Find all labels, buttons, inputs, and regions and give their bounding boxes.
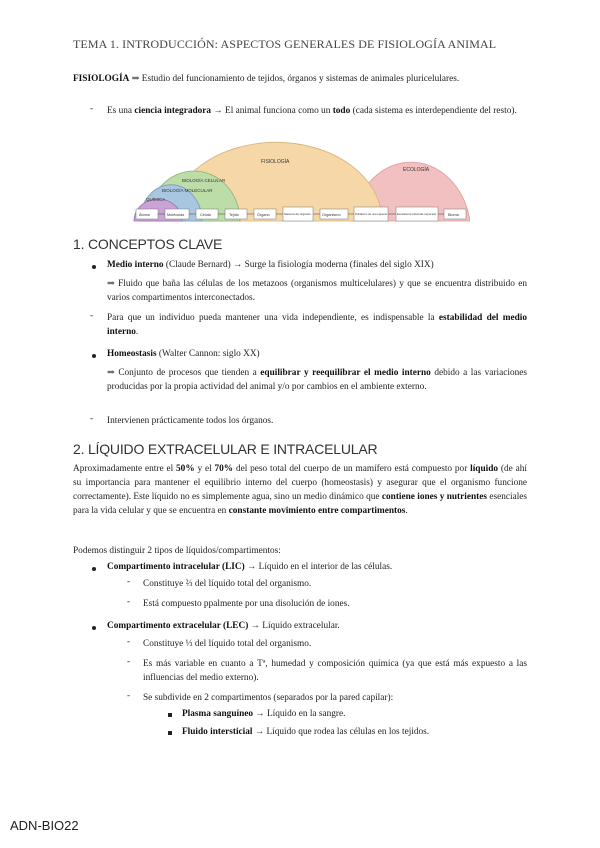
dash: -	[90, 311, 94, 321]
box-label: Órgano	[257, 213, 270, 217]
box-label: Bioma	[448, 213, 459, 217]
estabilidad-line: Para que un individuo pueda mantener una vida independiente, es indispensable la estabilidad del medio interno.	[107, 313, 527, 337]
intro-text: Estudio del funcionamiento de tejidos, órganos y sistemas de animales pluricelulares.	[141, 74, 460, 84]
lec-d2: Es más variable en cuanto a Tª, humedad y composición química (ya que está más expuesto a las influencias del medio externo).	[143, 659, 527, 683]
text: → Líquido extracelular.	[250, 621, 340, 631]
intro-sub	[107, 104, 527, 118]
lic-d2: Está compuesto ppalmente por una disolución de iones.	[143, 599, 350, 609]
bullet	[92, 626, 96, 630]
dash: -	[90, 414, 94, 424]
liquido-paragraph: Aproximadamente entre el 50% y el 70% del peso total del cuerpo de un mamífero está compuesto por líquido (de ahí su importancia para mantener el equilibrio interno del cuerpo (homeostasis) y asegurar que el organismo funcione correctamente). Este líquido no es simplemente agua, sino un medio dinámico que contiene iones y nutrientes esenciales para la vida celular y que se encuentra en constante movimiento entre compartimentos.	[73, 464, 528, 516]
lic-line	[107, 560, 527, 574]
homeostasis-line	[107, 347, 527, 361]
bold-text: Compartimento intracelular (LIC)	[107, 562, 245, 572]
section-heading-1: 1. CONCEPTOS CLAVE	[73, 236, 223, 252]
box-label: Célula	[200, 213, 211, 217]
bullet	[92, 265, 96, 269]
plasma-line	[182, 707, 527, 721]
lec-d3: Se subdivide en 2 compartimentos (separados por la pared capilar):	[143, 693, 394, 703]
box-label: Organismo	[322, 213, 341, 217]
bold-text: todo	[332, 106, 351, 116]
text: → El animal funciona como un	[213, 106, 331, 116]
text: (Walter Cannon: siglo XX)	[158, 349, 260, 359]
arc-label-ecologia: ECOLOGÍA	[403, 167, 430, 173]
box-label: Sistema de órganos	[284, 212, 311, 216]
tipos-intro: Podemos distinguir 2 tipos de líquidos/compartimentos:	[73, 546, 281, 556]
box-label: Ecosistema (diversas especies)	[397, 212, 437, 216]
text: Aproximadamente entre el	[73, 464, 174, 474]
lec-line	[107, 619, 527, 633]
bold-text: líquido	[470, 464, 499, 474]
bold-text: equilibrar y reequilibrar el medio interno	[260, 368, 431, 378]
footer-label: ADN-BIO22	[10, 818, 79, 833]
square-bullet	[168, 731, 172, 735]
text: → Líquido que rodea las células en los tejidos.	[254, 727, 430, 737]
text: debido a las variaciones producidas por la propia actividad del animal y/o por cambios en el ambiente externo.	[107, 368, 527, 392]
box-label: Tejido	[229, 213, 239, 217]
section-heading-2: 2. LÍQUIDO EXTRACELULAR E INTRACELULAR	[73, 441, 378, 457]
dash: -	[127, 597, 131, 607]
medio-interno-sub: ⇒ Fluido que baña las células de los metazoos (organismos multicelulares) y que se encuentra distribuido en varios compartimentos interconectados.	[107, 279, 527, 303]
arc-label-molecular: BIOLOGÍA MOLECULAR	[162, 188, 213, 193]
organos-line: Intervienen prácticamente todos los órganos.	[107, 416, 274, 426]
bold-text: Homeostasis	[107, 349, 157, 359]
bold-text: constante movimiento entre compartimentos	[228, 506, 406, 516]
bold-text: 50%	[176, 464, 195, 474]
text: (cada sistema es interdependiente del resto).	[352, 106, 517, 116]
arrow: ⇒	[131, 74, 140, 84]
text: y el	[197, 464, 212, 474]
text: Es una	[107, 106, 133, 116]
text: → Líquido en el interior de las células.	[247, 562, 393, 572]
bullet	[92, 354, 96, 358]
bold-text: contiene iones y nutrientes	[381, 492, 487, 502]
bold-text: Plasma sanguíneo	[182, 709, 254, 719]
dash: -	[127, 691, 131, 701]
lic-d1: Constituye ⅔ del líquido total del organismo.	[143, 579, 312, 589]
medio-interno-line	[107, 258, 527, 272]
bold-text: Medio interno	[107, 260, 164, 270]
text: ⇒ Conjunto de procesos que tienden a	[107, 368, 257, 378]
text: (de ahí su importancia para mantener el equilibrio interno del cuerpo (homeostasis) y asegurar que el organismo funcione correctamente). Este líquido no es simplemente agua, sino un medio dinámico que	[73, 464, 527, 502]
text: esenciales para la vida celular y que se encuentra en	[73, 492, 528, 516]
dash: -	[127, 657, 131, 667]
arc-label-quimica: QUÍMICA	[146, 197, 166, 202]
square-bullet	[168, 713, 172, 717]
intro-paragraph	[73, 72, 527, 86]
box-label: Moléculas	[167, 213, 185, 217]
term-fisiologia: FISIOLOGÍA	[73, 74, 130, 84]
text: → Líquido en la sangre.	[255, 709, 346, 719]
lec-d1: Constituye ⅓ del líquido total del organismo.	[143, 639, 312, 649]
dash: -	[90, 104, 94, 114]
text: del peso total del cuerpo de un mamífero está compuesto por	[235, 464, 468, 474]
bold-text: ciencia integradora	[134, 106, 212, 116]
bold-text: Fluido intersticial	[182, 727, 253, 737]
bold-text: Compartimento extracelular (LEC)	[107, 621, 249, 631]
dash: -	[127, 637, 131, 647]
homeostasis-sub	[107, 366, 527, 394]
page-title: TEMA 1. INTRODUCCIÓN: ASPECTOS GENERALES DE FISIOLOGÍA ANIMAL	[73, 37, 497, 51]
text: (Claude Bernard) → Surge la fisiología moderna (finales del siglo XIX)	[165, 260, 434, 270]
biology-levels-diagram	[130, 135, 470, 230]
boxes-row	[136, 207, 466, 221]
arc-label-celular: BIOLOGÍA CELULAR	[182, 178, 226, 183]
arc-label-fisiologia: FISIOLOGÍA	[261, 159, 290, 165]
bullet	[92, 567, 96, 571]
dash: -	[127, 577, 131, 587]
bold-text: 70%	[214, 464, 234, 474]
bold-text: estabilidad del medio interno	[107, 313, 527, 337]
box-label: Átomo	[139, 213, 150, 217]
box-label: Población de una especie	[355, 212, 388, 216]
intersticial-line	[182, 725, 527, 739]
text: Para que un individuo pueda mantener una vida independiente, es indispensable la	[107, 313, 435, 323]
